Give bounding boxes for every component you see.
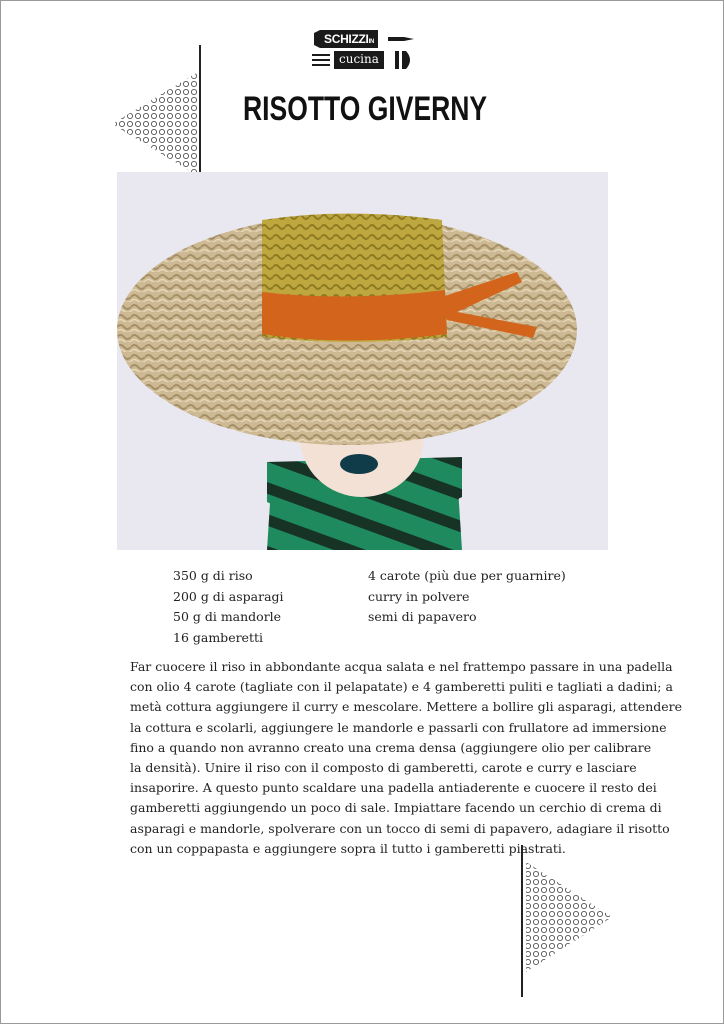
instruction-line: metà cottura aggiungere il curry e mescolare. Mettere a bollire gli asparagi, attendere xyxy=(130,699,683,715)
ingredient-item: curry in polvere xyxy=(368,588,470,604)
ingredient-item: 200 g di asparagi xyxy=(173,588,284,604)
ingredient-item: semi di papavero xyxy=(368,609,477,624)
instruction-line: asparagi e mandorle, spolverare con un tocco di semi di papavero, adagiare il risotto xyxy=(130,820,670,836)
instruction-line: fino a quando non avranno creato una crema densa (aggiungere olio per calibrare xyxy=(130,739,652,755)
ingredient-item: 50 g di mandorle xyxy=(173,609,282,624)
instruction-line: con un coppapasta e aggiungere sopra il tutto i gamberetti piastrati. xyxy=(130,840,566,856)
instruction-line: insaporire. A questo punto scaldare una padella antiaderente e cuocere il resto dei xyxy=(130,780,657,796)
ingredient-item: 16 gamberetti xyxy=(173,629,264,645)
logo-text-top: SCHIZZIIN xyxy=(320,30,378,48)
logo xyxy=(306,30,414,72)
recipe-title: RISOTTO GIVERNY xyxy=(243,90,488,128)
logo-text-bottom: cucina xyxy=(334,51,384,69)
instruction-line: la densità). Unire il riso con il composto di gamberetti, carote e curry e lasciare xyxy=(130,760,637,776)
ornament-top-icon xyxy=(110,72,200,176)
ingredients-column-1 xyxy=(173,566,284,648)
ingredient-item: 350 g di riso xyxy=(173,568,253,583)
instruction-line: gamberetti aggiungendo un poco di sale. Impiattare facendo un cerchio di crema di xyxy=(130,800,662,816)
instruction-line: con olio 4 carote (tagliate con il pelapatate) e 4 gamberetti puliti e tagliati a dadini; a xyxy=(130,679,673,695)
instructions xyxy=(130,657,682,859)
illustration-straw-hat-woman xyxy=(117,172,608,550)
instruction-line: la cottura e scolarli, aggiungere le mandorle e passarli con frullatore ad immersione xyxy=(130,719,667,735)
ornament-bottom-icon xyxy=(524,862,614,972)
instruction-line: Far cuocere il riso in abbondante acqua salata e nel frattempo passare in una padella xyxy=(130,659,673,674)
ingredient-item: 4 carote (più due per guarnire) xyxy=(368,568,566,583)
decorative-line-bottom xyxy=(521,845,523,997)
ingredients-column-2 xyxy=(368,566,566,628)
